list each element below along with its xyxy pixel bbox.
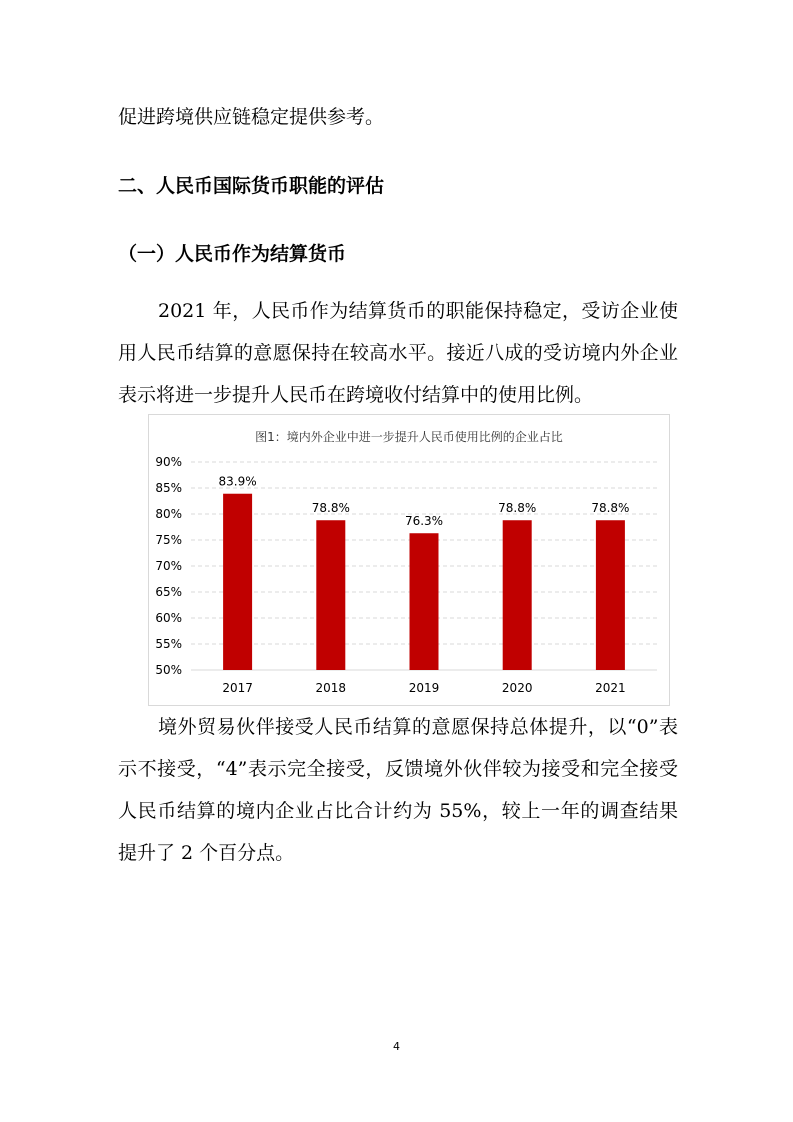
bar-2021 [596, 520, 625, 670]
bar-2020 [503, 520, 532, 670]
y-tick-label: 80% [155, 507, 182, 521]
x-tick-label-2017: 2017 [222, 681, 253, 695]
x-tick-label-2021: 2021 [595, 681, 626, 695]
y-tick-label: 50% [155, 663, 182, 677]
x-tick-label-2019: 2019 [408, 681, 440, 695]
y-tick-label: 60% [155, 611, 182, 625]
paragraph-settlement: 2021 年，人民币作为结算货币的职能保持稳定，受访企业使用人民币结算的意愿保持在较高水平。接近八成的受访境内外企业表示将进一步提升人民币在跨境收付结算中的使用比例。 [118, 300, 678, 406]
data-label-2019: 76.3% [404, 514, 444, 529]
chart-y-axis [155, 455, 182, 677]
data-label-2017: 83.9% [218, 474, 257, 489]
x-tick-label-2018: 2018 [315, 681, 347, 695]
page-number: 4 [393, 1040, 400, 1053]
chart-title: 图1：境内外企业中进一步提升人民币使用比例的企业占比 [255, 430, 563, 444]
y-tick-label: 75% [155, 533, 182, 547]
y-tick-label: 85% [155, 481, 182, 495]
chart-data-labels [219, 475, 630, 529]
section-heading: 二、人民币国际货币职能的评估 [118, 175, 385, 197]
y-tick-label: 55% [155, 637, 182, 651]
settlement-bar-chart [149, 415, 669, 705]
y-tick-label: 90% [155, 455, 182, 469]
bar-2018 [316, 520, 345, 670]
y-tick-label: 70% [155, 559, 182, 573]
chart-x-axis [222, 681, 625, 695]
subsection-heading: （一）人民币作为结算货币 [118, 243, 347, 265]
y-tick-label: 65% [155, 585, 182, 599]
paragraph-partner-acceptance: 境外贸易伙伴接受人民币结算的意愿保持总体提升，以“0”表示不接受，“4”表示完全接受，反馈境外伙伴较为接受和完全接受人民币结算的境内企业占比合计约为 55%，较上一年的调查结果提升了 2 个百分点。 [118, 716, 678, 864]
data-label-2021: 78.8% [591, 501, 630, 516]
data-label-2018: 78.8% [311, 501, 350, 516]
x-tick-label-2020: 2020 [501, 681, 533, 695]
intro-tail-paragraph: 促进跨境供应链稳定提供参考。 [118, 106, 385, 128]
data-label-2020: 78.8% [498, 501, 537, 516]
bar-2017 [223, 494, 252, 670]
chart-container [148, 414, 670, 706]
bar-2019 [410, 533, 439, 670]
